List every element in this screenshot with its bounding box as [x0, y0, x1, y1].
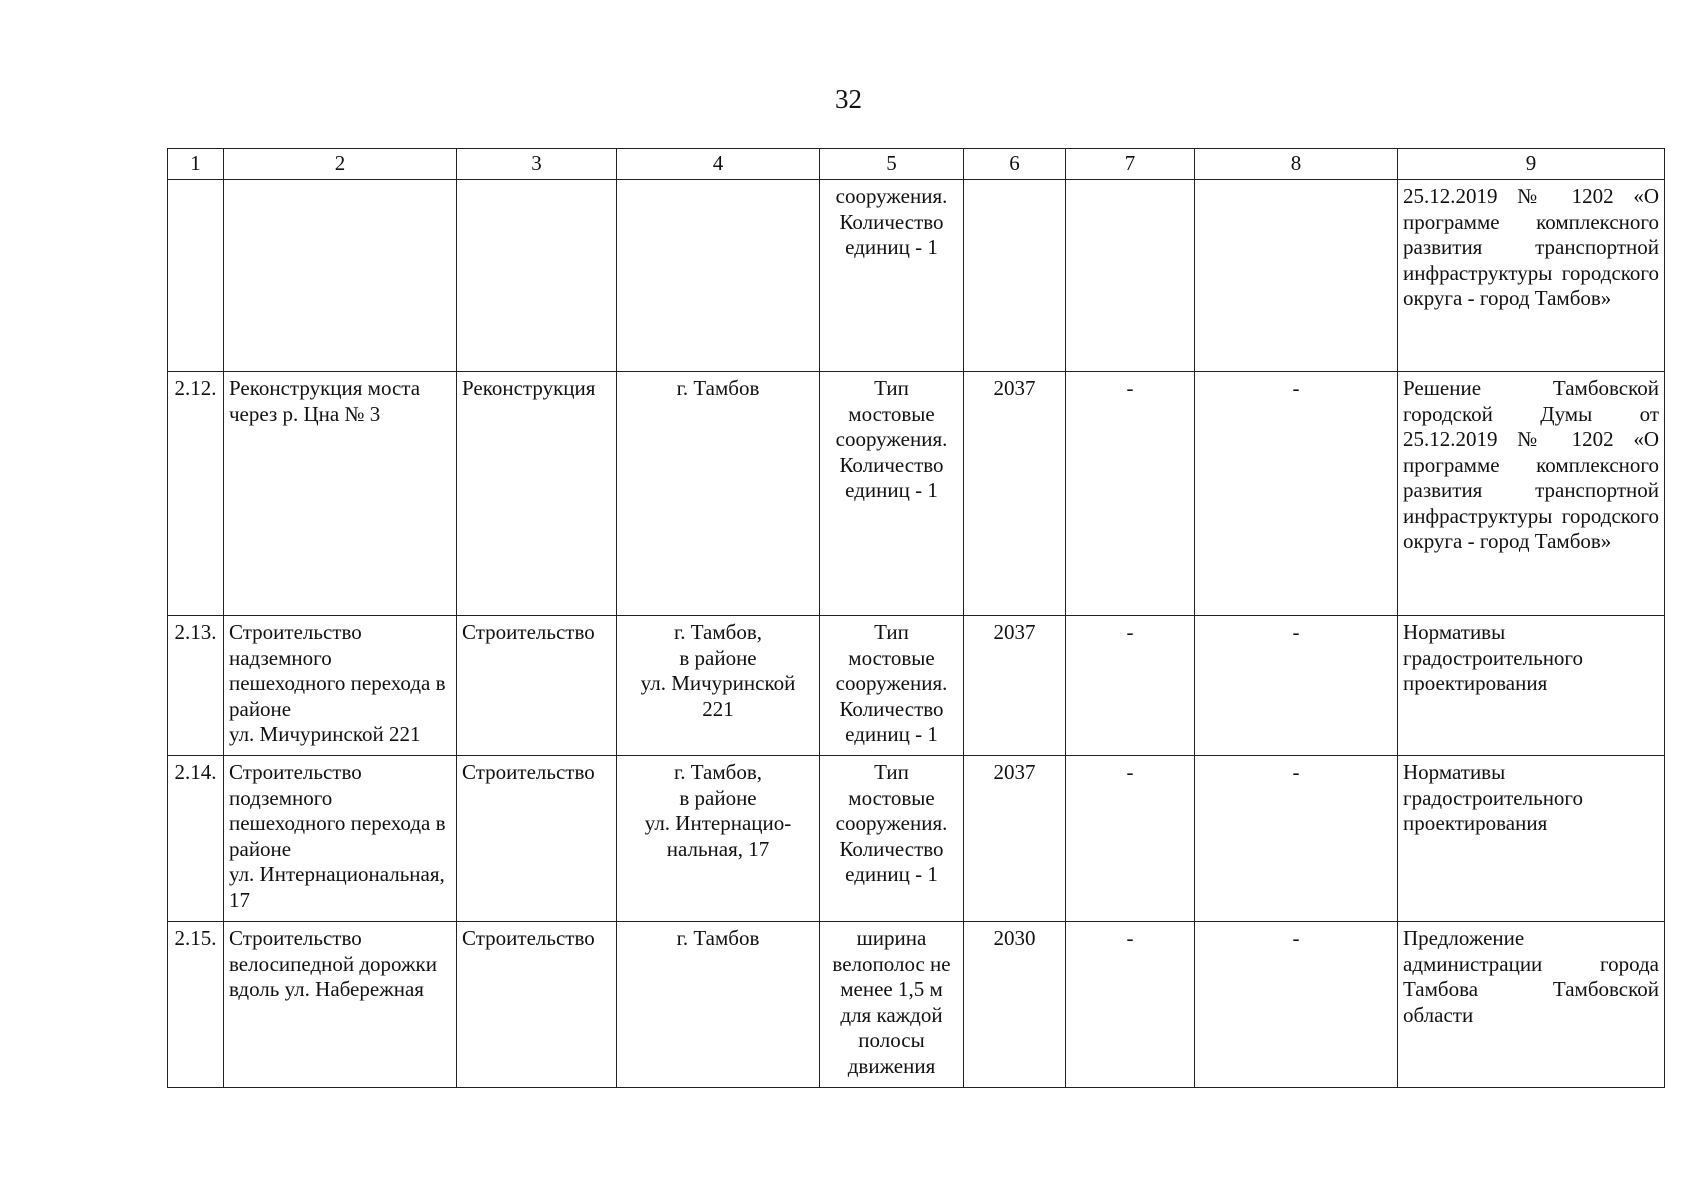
- table-row: [168, 922, 1665, 1088]
- year-cell: [964, 372, 1066, 616]
- basis-cell: [1398, 922, 1665, 1088]
- cell-line: вдоль ул. Набережная: [229, 977, 424, 1001]
- table-header-row: [168, 149, 1665, 180]
- object-name-cell: [224, 922, 457, 1088]
- row-number-cell: [168, 756, 224, 922]
- cell-line: районе: [229, 696, 292, 721]
- cell-line: нальная, 17: [666, 836, 770, 861]
- location-cell: [617, 372, 820, 616]
- cell-line: менее 1,5 м: [840, 977, 943, 1001]
- cell-line: г. Тамбов: [676, 376, 760, 400]
- cell-line: единиц - 1: [845, 235, 938, 259]
- cell-line: 221: [702, 696, 734, 721]
- cell-line: ул. Мичуринской 221: [229, 722, 421, 746]
- characteristics-cell: [820, 616, 964, 756]
- page-number: 32: [835, 84, 862, 114]
- cell-line: Количество: [839, 452, 944, 477]
- cell-line: г. Тамбов: [676, 926, 760, 950]
- cell-line: г. Тамбов,: [673, 760, 762, 784]
- work-type-cell: [457, 372, 617, 616]
- row-number-cell: [168, 616, 224, 756]
- table-row: [168, 756, 1665, 922]
- column-7-cell: [1066, 616, 1195, 756]
- cell-line: Строительство: [229, 620, 362, 644]
- cell-line: единиц - 1: [845, 722, 938, 746]
- year-cell: [964, 922, 1066, 1088]
- cell-line: -: [1292, 760, 1300, 784]
- cell-line: Реконструкция: [462, 376, 596, 400]
- cell-line: Количество: [839, 696, 944, 721]
- basis-cell: [1398, 180, 1665, 372]
- column-8-cell: [1195, 922, 1398, 1088]
- basis-cell: [1398, 756, 1665, 922]
- cell-line: для каждой: [840, 1002, 943, 1027]
- row-number-cell: [168, 372, 224, 616]
- cell-line: пешеходного перехода в: [229, 811, 446, 835]
- cell-line: Нормативы градостроительного проектирования: [1403, 760, 1584, 835]
- cell-line: в районе: [679, 785, 757, 810]
- header-cell: 8: [1195, 149, 1398, 180]
- year-cell: [964, 180, 1066, 372]
- cell-line: движения: [847, 1053, 936, 1078]
- cell-line: ширина: [856, 926, 927, 950]
- cell-line: пешеходного перехода в: [229, 671, 446, 695]
- cell-line: Нормативы градостроительного проектирования: [1403, 620, 1584, 695]
- cell-line: сооружения.: [835, 184, 948, 208]
- row-number-cell: [168, 180, 224, 372]
- cell-line: Решение Тамбовской городской Думы от 25.12.2019 № 1202 «О программе комплексного развития транспортной инфраструктуры городского округа - город Тамбов»: [1403, 376, 1659, 553]
- cell-line: через р. Цна № 3: [229, 401, 381, 426]
- column-8-cell: [1195, 180, 1398, 372]
- year-cell: [964, 616, 1066, 756]
- cell-line: -: [1292, 620, 1300, 644]
- column-8-cell: [1195, 372, 1398, 616]
- cell-line: полосы: [858, 1028, 925, 1052]
- location-cell: [617, 616, 820, 756]
- cell-line: сооружения.: [835, 427, 948, 451]
- characteristics-cell: [820, 922, 964, 1088]
- cell-line: г. Тамбов,: [673, 620, 762, 644]
- column-7-cell: [1066, 922, 1195, 1088]
- cell-line: в районе: [679, 645, 757, 670]
- cell-line: ул. Мичуринской: [640, 671, 796, 695]
- cell-line: -: [1126, 376, 1134, 400]
- object-name-cell: [224, 616, 457, 756]
- cell-line: подземного: [229, 785, 333, 810]
- location-cell: [617, 756, 820, 922]
- cell-line: Реконструкция моста: [229, 376, 421, 400]
- work-type-cell: [457, 756, 617, 922]
- location-cell: [617, 922, 820, 1088]
- cell-line: велополос не: [832, 951, 951, 976]
- cell-line: Строительство: [462, 620, 595, 644]
- header-cell: 9: [1398, 149, 1665, 180]
- cell-line: сооружения.: [835, 811, 948, 835]
- basis-cell: [1398, 372, 1665, 616]
- cell-line: Тип: [874, 760, 909, 784]
- header-cell: 1: [168, 149, 224, 180]
- cell-line: Строительство: [229, 926, 362, 950]
- header-cell: 6: [964, 149, 1066, 180]
- cell-line: мостовые: [848, 401, 935, 426]
- characteristics-cell: [820, 180, 964, 372]
- cell-line: мостовые: [848, 645, 935, 670]
- cell-line: ул. Интернацио-: [644, 811, 792, 835]
- cell-line: 25.12.2019 № 1202 «О программе комплексного развития транспортной инфраструктуры городского округа - город Тамбов»: [1403, 184, 1659, 310]
- plan-table: [167, 148, 1665, 1088]
- row-number-cell: [168, 922, 224, 1088]
- cell-line: 2.13.: [174, 620, 217, 644]
- work-type-cell: [457, 180, 617, 372]
- cell-line: единиц - 1: [845, 478, 938, 502]
- characteristics-cell: [820, 372, 964, 616]
- cell-line: районе: [229, 836, 292, 861]
- cell-line: 2037: [993, 620, 1036, 644]
- header-cell: 5: [820, 149, 964, 180]
- object-name-cell: [224, 756, 457, 922]
- cell-line: Строительство: [462, 760, 595, 784]
- cell-line: ул. Интернациональная,: [229, 862, 445, 886]
- cell-line: 2037: [993, 376, 1036, 400]
- table-row: [168, 616, 1665, 756]
- cell-line: -: [1126, 760, 1134, 784]
- header-cell: 4: [617, 149, 820, 180]
- cell-line: единиц - 1: [845, 862, 938, 886]
- cell-line: надземного: [229, 645, 332, 670]
- cell-line: 2.12.: [174, 376, 217, 400]
- work-type-cell: [457, 616, 617, 756]
- cell-line: -: [1292, 376, 1300, 400]
- column-8-cell: [1195, 616, 1398, 756]
- table-row: [168, 180, 1665, 372]
- header-cell: 3: [457, 149, 617, 180]
- cell-line: Количество: [839, 836, 944, 861]
- cell-line: Количество: [839, 209, 944, 234]
- cell-line: -: [1126, 926, 1134, 950]
- cell-line: мостовые: [848, 785, 935, 810]
- characteristics-cell: [820, 756, 964, 922]
- cell-line: Строительство: [462, 926, 595, 950]
- cell-line: 2030: [993, 926, 1036, 950]
- cell-line: 2.15.: [174, 926, 217, 950]
- cell-line: 2.14.: [174, 760, 217, 784]
- object-name-cell: [224, 180, 457, 372]
- cell-line: Тип: [874, 376, 909, 400]
- table-row: [168, 372, 1665, 616]
- column-7-cell: [1066, 372, 1195, 616]
- cell-line: 17: [229, 887, 250, 912]
- cell-line: Строительство: [229, 760, 362, 784]
- basis-cell: [1398, 616, 1665, 756]
- cell-line: -: [1126, 620, 1134, 644]
- location-cell: [617, 180, 820, 372]
- cell-line: -: [1292, 926, 1300, 950]
- cell-line: велосипедной дорожки: [229, 951, 437, 976]
- year-cell: [964, 756, 1066, 922]
- cell-line: Предложение администрации города Тамбова Тамбовской области: [1403, 926, 1659, 1027]
- cell-line: 2037: [993, 760, 1036, 784]
- header-cell: 7: [1066, 149, 1195, 180]
- object-name-cell: [224, 372, 457, 616]
- work-type-cell: [457, 922, 617, 1088]
- cell-line: Тип: [874, 620, 909, 644]
- cell-line: сооружения.: [835, 671, 948, 695]
- column-7-cell: [1066, 180, 1195, 372]
- column-8-cell: [1195, 756, 1398, 922]
- header-cell: 2: [224, 149, 457, 180]
- column-7-cell: [1066, 756, 1195, 922]
